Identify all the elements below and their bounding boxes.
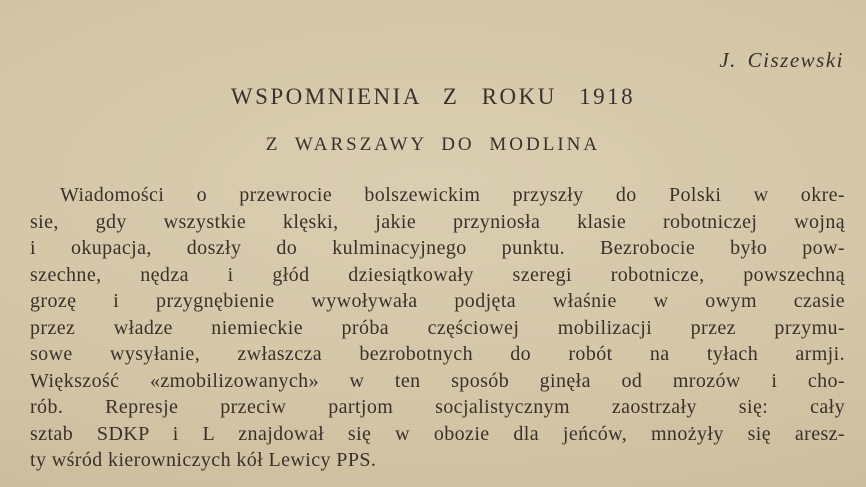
paragraph-line: sowe wysyłanie, zwłaszcza bezrobotnych do robót na tyłach armji. xyxy=(30,343,845,365)
body-paragraph xyxy=(30,182,845,474)
paragraph-line: sztab SDKP i L znajdował się w obozie dla jeńców, mnożyły się aresz- xyxy=(30,422,845,445)
paragraph-line: grozę i przygnębienie wywoływała podjęta właśnie w owym czasie xyxy=(30,290,845,312)
paragraph-line: przez władze niemieckie próba częściowej mobilizacji przez przymu- xyxy=(30,316,845,339)
paragraph-line: ty wśród kierowniczych kół Lewicy PPS. xyxy=(30,449,377,471)
section-heading: Z WARSZAWY DO MODLINA xyxy=(265,134,601,155)
paragraph-line: Wiadomości o przewrocie bolszewickim przyszły do Polski w okre- xyxy=(60,184,845,206)
paragraph-line: rób. Represje przeciw partjom socjalistycznym zaostrzały się: cały xyxy=(30,396,845,418)
paragraph-line: sie, gdy wszystkie klęski, jakie przyniosła klasie robotniczej wojną xyxy=(30,210,845,233)
paragraph-line: szechne, nędza i głód dziesiątkowały szeregi robotnicze, powszechną xyxy=(30,263,845,286)
author-byline: J. Ciszewski xyxy=(719,48,844,72)
paragraph-line: i okupacja, doszły do kulminacyjnego punktu. Bezrobocie było pow- xyxy=(30,237,845,259)
paragraph-line: Większość «zmobilizowanych» w ten sposób ginęła od mrozów i cho- xyxy=(30,369,845,392)
article-title: WSPOMNIENIA Z ROKU 1918 xyxy=(230,84,636,109)
